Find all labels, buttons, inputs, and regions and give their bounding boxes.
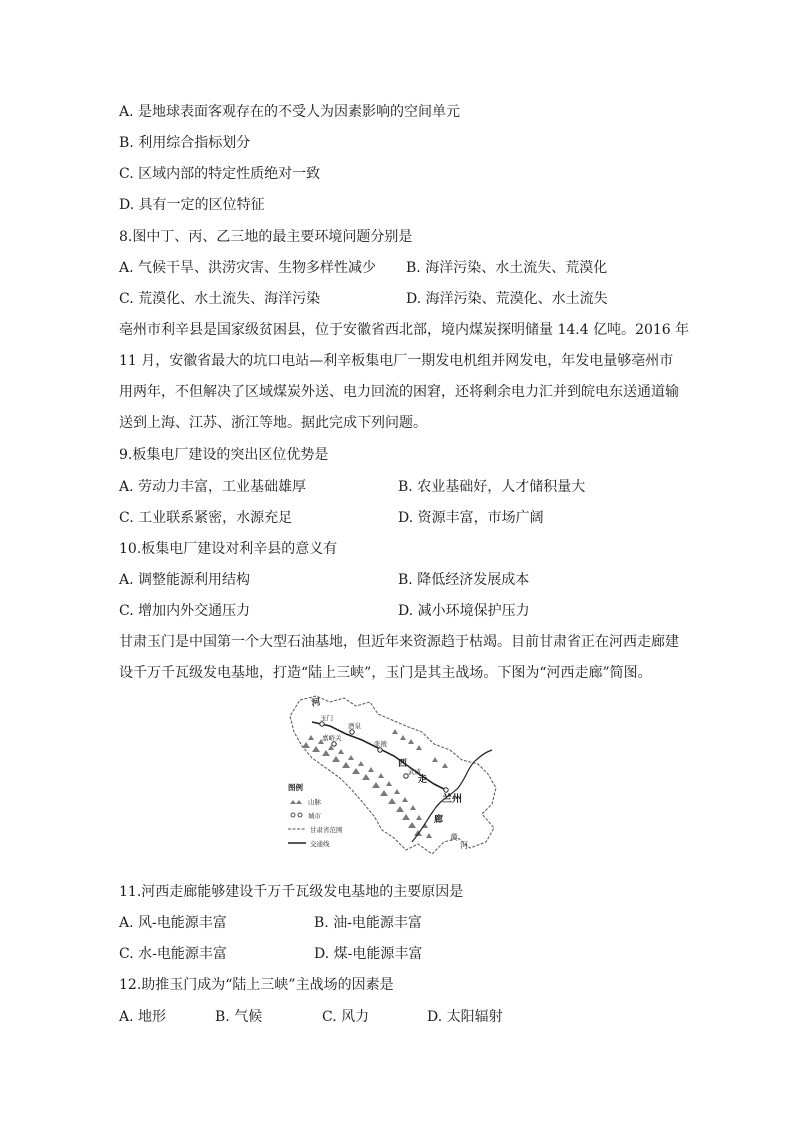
q12-option-d: D. 太阳辐射 bbox=[427, 1009, 503, 1025]
q11-option-c: C. 水-电能源丰富 bbox=[119, 946, 227, 962]
q12-option-b: B. 气候 bbox=[215, 1009, 263, 1025]
legend-border: 甘肃省范围 bbox=[310, 826, 343, 834]
q8-option-d: D. 海洋污染、荒漠化、水土流失 bbox=[406, 291, 608, 307]
q12-stem: 12.助推玉门成为“陆上三峡”主战场的因素是 bbox=[119, 977, 394, 993]
q11-option-b: B. 油-电能源丰富 bbox=[314, 915, 422, 931]
q10-option-b: B. 降低经济发展成本 bbox=[398, 572, 530, 588]
passage1-line2: 11 月，安徽省最大的坑口电站—利辛板集电厂一期发电机组并网发电，年发电量够亳州市 bbox=[119, 353, 674, 369]
q10-option-c: C. 增加内外交通压力 bbox=[119, 603, 251, 619]
city-label-wuwei: 武威 bbox=[408, 768, 421, 776]
q10-stem: 10.板集电厂建设对利辛县的意义有 bbox=[119, 541, 338, 557]
corridor-char-2: 西 bbox=[398, 759, 408, 769]
q8-option-b: B. 海洋污染、水土流失、荒漠化 bbox=[406, 260, 608, 276]
q9-option-c: C. 工业联系紧密，水源充足 bbox=[119, 510, 293, 526]
q8-option-c: C. 荒漠化、水土流失、海洋污染 bbox=[119, 291, 321, 307]
q8-stem: 8.图中丁、丙、乙三地的最主要环境问题分别是 bbox=[119, 229, 413, 245]
legend-city: 城市 bbox=[308, 812, 321, 820]
q7-option-a: A. 是地球表面客观存在的不受人为因素影响的空间单元 bbox=[119, 104, 461, 120]
passage2-line1: 甘肃玉门是中国第一个大型石油基地，但近年来资源趋于枯竭。目前甘肃省正在河西走廊建 bbox=[119, 634, 679, 650]
q11-option-d: D. 煤-电能源丰富 bbox=[314, 946, 423, 962]
q12-option-a: A. 地形 bbox=[119, 1009, 167, 1025]
q10-option-d: D. 减小环境保护压力 bbox=[398, 603, 530, 619]
q11-option-a: A. 风-电能源丰富 bbox=[119, 915, 227, 931]
q7-option-d: D. 具有一定的区位特征 bbox=[119, 197, 265, 213]
hexi-corridor-map bbox=[282, 692, 504, 856]
city-label-jiuquan: 酒泉 bbox=[348, 722, 361, 730]
passage1-line4: 送到上海、江苏、浙江等地。据此完成下列问题。 bbox=[119, 415, 427, 431]
legend-transport: 交通线 bbox=[310, 840, 330, 848]
river-label-huang: 黄 bbox=[450, 833, 458, 842]
q9-option-b: B. 农业基础好，人才储积量大 bbox=[398, 479, 586, 495]
q9-option-d: D. 资源丰富，市场广阔 bbox=[398, 510, 544, 526]
city-label-lanzhou: 兰州 bbox=[442, 794, 462, 805]
q8-option-a: A. 气候干旱、洪涝灾害、生物多样性减少 bbox=[119, 260, 377, 276]
corridor-char-4: 廊 bbox=[434, 815, 444, 825]
passage2-line2: 设千万千瓦级发电基地，打造“陆上三峡”，玉门是其主战场。下图为“河西走廊”简图。 bbox=[119, 665, 652, 681]
q9-option-a: A. 劳动力丰富，工业基础雄厚 bbox=[119, 479, 307, 495]
corridor-char-3: 走 bbox=[418, 775, 428, 785]
q12-option-c: C. 风力 bbox=[322, 1009, 370, 1025]
passage1-line3: 用两年，不但解决了区域煤炭外送、电力回流的困窘，还将剩余电力汇并到皖电东送通道输 bbox=[119, 384, 679, 400]
q7-option-b: B. 利用综合指标划分 bbox=[119, 135, 251, 151]
q9-stem: 9.板集电厂建设的突出区位优势是 bbox=[119, 447, 329, 463]
legend-mountain: 山脉 bbox=[308, 798, 321, 806]
city-label-zhangye: 张掖 bbox=[374, 740, 387, 748]
river-label-he: 河 bbox=[460, 841, 468, 850]
q11-stem: 11.河西走廊能够建设千万千瓦级发电基地的主要原因是 bbox=[119, 884, 464, 900]
q7-option-c: C. 区域内部的特定性质绝对一致 bbox=[119, 166, 321, 182]
q10-option-a: A. 调整能源利用结构 bbox=[119, 572, 251, 588]
passage1-line1: 亳州市利辛县是国家级贫困县，位于安徽省西北部，境内煤炭探明储量 14.4 亿吨。2016 年 bbox=[119, 322, 690, 338]
legend-title: 图例 bbox=[288, 783, 303, 792]
city-label-jiayuguan: 嘉峪关 bbox=[322, 734, 342, 742]
corridor-char-1: 河 bbox=[310, 697, 322, 709]
city-label-yumen: 玉门 bbox=[320, 714, 333, 722]
